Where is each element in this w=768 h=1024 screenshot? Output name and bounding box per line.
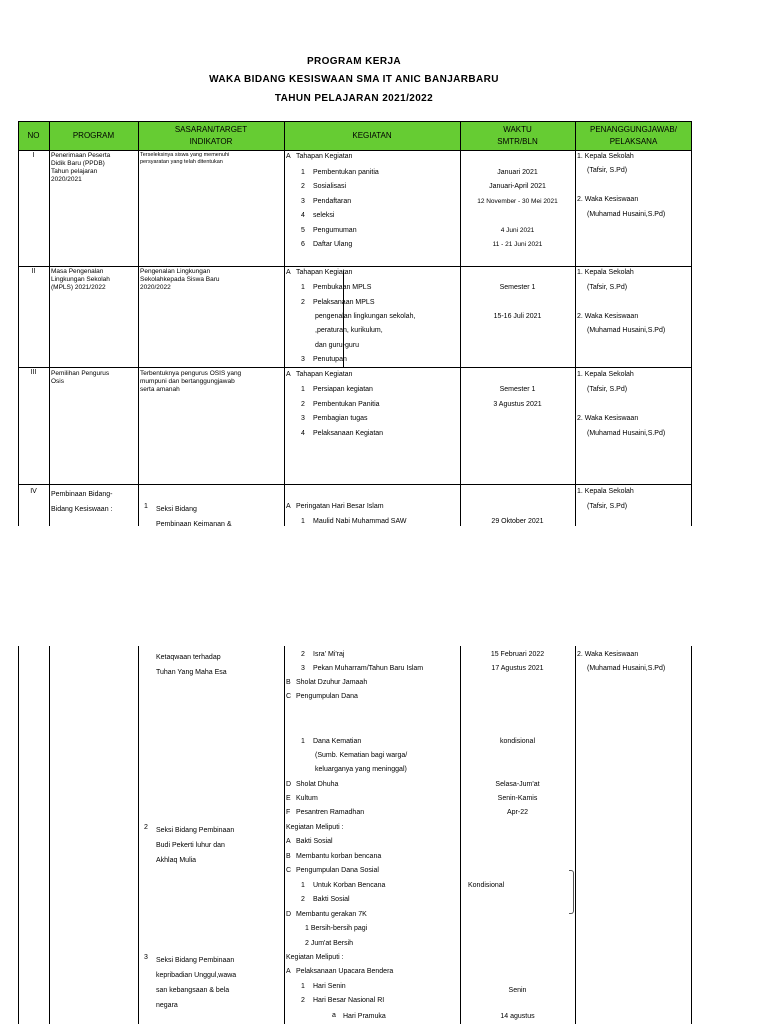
time-cell: Apr-22: [506, 809, 528, 816]
row-number: III: [30, 369, 37, 376]
target-cell: Terbentuknya pengurus OSIS yang mumpuni dan bertanggungjawab serta amanah: [140, 370, 242, 393]
responsible-person: 1. Kepala Sekolah: [577, 269, 634, 276]
activity-heading-letter: A: [286, 838, 291, 845]
responsible-person: 2. Waka Kesiswaan: [577, 313, 639, 320]
responsible-name: (Tafsir, S.Pd): [587, 386, 628, 393]
activity-item: seleksi: [313, 212, 335, 219]
item-number: 1: [301, 738, 305, 745]
item-number: 2: [301, 997, 305, 1004]
activity-heading: Tahapan Kegiatan: [296, 269, 353, 276]
activity-heading: Membantu korban bencana: [296, 853, 382, 860]
activity-item: Pengumuman: [313, 227, 357, 234]
activity-item: Pembentukan panitia: [313, 169, 379, 176]
responsible-person: 1. Kepala Sekolah: [577, 488, 634, 495]
activity-item: Persiapan kegiatan: [313, 386, 373, 393]
activity-heading-letter: C: [286, 867, 292, 874]
responsible-name: (Muhamad Husaini,S.Pd): [587, 327, 666, 334]
responsible-name: (Muhamad Husaini,S.Pd): [587, 430, 666, 437]
activity-heading-letter: B: [286, 853, 291, 860]
responsible-name: (Muhamad Husaini,S.Pd): [587, 665, 666, 672]
activity-item: Pelaksanaan Kegiatan: [313, 430, 384, 437]
time-cell: 15 Februari 2022: [490, 651, 545, 658]
item-number: a: [332, 1012, 336, 1019]
activity-heading: Pengumpulan Dana Sosial: [296, 867, 379, 874]
time-cell: 4 Juni 2021: [500, 227, 535, 234]
time-cell: 14 agustus: [500, 1013, 535, 1020]
time-cell: Semester 1: [499, 386, 536, 393]
header-waktu: WAKTU SMTR/BLN: [497, 124, 538, 146]
activity-heading: Sholat Dhuha: [296, 781, 339, 788]
responsible-person: 1. Kepala Sekolah: [577, 153, 634, 160]
activity-item: Pembentukan Panitia: [313, 401, 380, 408]
item-number: 6: [301, 241, 305, 248]
responsible-person: 1. Kepala Sekolah: [577, 371, 634, 378]
time-cell: Kondisional: [468, 882, 505, 889]
item-number: 5: [301, 227, 305, 234]
activity-heading-letter: B: [286, 679, 291, 686]
work-program-table-continued: [18, 646, 692, 1024]
item-number: 2: [301, 183, 305, 190]
item-number: 1: [301, 386, 305, 393]
activity-item: pengenalan lingkungan sekolah,: [315, 313, 416, 320]
row-number: IV: [30, 488, 37, 495]
activity-heading-letter: D: [286, 911, 292, 918]
activity-item: Pembagian tugas: [313, 415, 368, 422]
item-number: 3: [301, 665, 305, 672]
program-cell: Penerimaan Peserta Didik Baru (PPDB) Tahun pelajaran 2020/2021: [51, 152, 111, 183]
target-cell: Ketaqwaan terhadap Tuhan Yang Maha Esa: [156, 654, 227, 676]
target-cell: Pengenalan Lingkungan Sekolahkepada Siswa Baru 2020/2022: [140, 268, 220, 291]
activity-heading: Peringatan Hari Besar Islam: [296, 503, 384, 510]
activity-item: Untuk Korban Bencana: [313, 882, 386, 889]
activity-heading: Pesantren Ramadhan: [296, 809, 365, 816]
responsible-person: 2. Waka Kesiswaan: [577, 651, 639, 658]
program-cell: Pembinaan Bidang- Bidang Kesiswaan :: [51, 491, 113, 513]
time-cell: 12 November - 30 Mei 2021: [477, 198, 558, 205]
responsible-name: (Tafsir, S.Pd): [587, 167, 628, 174]
time-cell: Senin: [508, 987, 527, 994]
activity-heading: Pengumpulan Dana: [296, 693, 358, 700]
activity-heading-letter: A: [286, 503, 291, 510]
program-cell: Masa Pengenalan Lingkungan Sekolah (MPLS) 2021/2022: [51, 268, 110, 291]
activity-item: Pelaksanaan MPLS: [313, 299, 375, 306]
item-number: 3: [144, 954, 148, 961]
activity-heading-letter: F: [286, 809, 291, 816]
activity-heading: Tahapan Kegiatan: [296, 153, 353, 160]
activity-item: Isra' Mi'raj: [313, 651, 345, 658]
activity-item: Pendaftaran: [313, 198, 352, 205]
item-number: 2: [301, 299, 305, 306]
activity-item: Hari Besar Nasional RI: [313, 997, 385, 1004]
activity-heading-letter: A: [286, 371, 291, 378]
program-cell: Pemilihan Pengurus Osis: [51, 370, 110, 385]
activity-item: 1 Bersih-bersih pagi: [305, 925, 368, 932]
activity-item: ,peraturan, kurikulum,: [315, 327, 383, 334]
time-cell: 3 Agustus 2021: [493, 401, 542, 408]
item-number: 1: [301, 284, 305, 291]
item-number: 1: [144, 503, 148, 510]
document-title: PROGRAM KERJA: [306, 56, 402, 67]
time-cell: 17 Agustus 2021: [491, 665, 544, 672]
time-cell: Semester 1: [499, 284, 536, 291]
activity-heading: Kegiatan Meliputi :: [286, 824, 344, 831]
activity-heading-letter: A: [286, 153, 291, 160]
activity-item: dan guru-guru: [315, 342, 359, 349]
document-subtitle: WAKA BIDANG KESISWAAN SMA IT ANIC BANJARBARU: [209, 74, 499, 85]
bracket-decoration: [569, 870, 574, 914]
item-number: 4: [301, 430, 305, 437]
responsible-name: (Muhamad Husaini,S.Pd): [587, 211, 666, 218]
header-sasaran: SASARAN/TARGET INDIKATOR: [174, 124, 248, 146]
activity-item: Maulid Nabi Muhammad SAW: [313, 518, 407, 525]
header-penanggungjawab: PENANGGUNGJAWAB/ PELAKSANA: [590, 124, 677, 146]
time-cell: Januari 2021: [497, 169, 538, 176]
activity-item: keluarganya yang meninggal): [315, 766, 407, 773]
activity-heading-letter: A: [286, 968, 291, 975]
activity-heading: Kultum: [296, 795, 318, 802]
activity-item: Bakti Sosial: [313, 896, 350, 903]
item-number: 1: [301, 983, 305, 990]
activity-heading-letter: E: [286, 795, 291, 802]
activity-item: Dana Kematian: [313, 738, 362, 745]
item-number: 3: [301, 198, 305, 205]
row-number: I: [32, 152, 35, 159]
activity-heading-letter: D: [286, 781, 292, 788]
time-cell: 15-16 Juli 2021: [493, 313, 542, 320]
activity-heading-letter: A: [286, 269, 291, 276]
item-number: 4: [301, 212, 305, 219]
activity-item: Pembukaan MPLS: [313, 284, 372, 291]
work-program-table: [18, 121, 692, 526]
target-cell: Seksi Bidang Pembinaan Keimanan &: [156, 506, 232, 528]
time-cell: Selasa-Jum'at: [495, 781, 540, 788]
activity-item: Sosialisasi: [313, 183, 347, 190]
time-cell: 29 Oktober 2021: [491, 518, 544, 525]
activity-item: Hari Pramuka: [343, 1013, 386, 1020]
item-number: 3: [301, 415, 305, 422]
row-number: II: [31, 268, 36, 275]
activity-heading: Membantu gerakan 7K: [296, 911, 367, 918]
time-cell: kondisional: [499, 738, 536, 745]
item-number: 2: [301, 401, 305, 408]
item-number: 2: [301, 651, 305, 658]
item-number: 1: [301, 882, 305, 889]
item-number: 1: [301, 518, 305, 525]
responsible-name: (Tafsir, S.Pd): [587, 503, 628, 510]
target-cell: Terseleksinya siswa yang memenuhi persyaratan yang telah ditentukan: [140, 152, 230, 165]
responsible-person: 2. Waka Kesiswaan: [577, 196, 639, 203]
time-cell: Senin-Kamis: [497, 795, 538, 802]
header-kegiatan: KEGIATAN: [352, 130, 392, 140]
activity-item: Daftar Ulang: [313, 241, 353, 248]
activity-item: Hari Senin: [313, 983, 346, 990]
activity-item: 2 Jum'at Bersih: [305, 940, 354, 947]
activity-heading: Pelaksanaan Upacara Bendera: [296, 968, 394, 975]
activity-item: (Sumb. Kematian bagi warga/: [315, 752, 408, 759]
item-number: 1: [301, 169, 305, 176]
item-number: 2: [144, 824, 148, 831]
target-cell: Seksi Bidang Pembinaan Budi Pekerti luhur dan Akhlaq Mulia: [156, 827, 235, 864]
activity-heading-letter: C: [286, 693, 292, 700]
document-year: TAHUN PELAJARAN 2021/2022: [274, 93, 434, 104]
header-no: NO: [27, 130, 40, 140]
activity-item: Pekan Muharram/Tahun Baru Islam: [313, 665, 424, 672]
activity-heading: Kegiatan Meliputi :: [286, 954, 344, 961]
header-program: PROGRAM: [72, 130, 115, 140]
target-cell: Seksi Bidang Pembinaan kepribadian Unggul,wawa san kebangsaan & bela negara: [156, 957, 237, 1009]
responsible-person: 2. Waka Kesiswaan: [577, 415, 639, 422]
activity-heading: Sholat Dzuhur Jamaah: [296, 679, 368, 686]
activity-item: Penutupan: [313, 356, 347, 363]
responsible-name: (Tafsir, S.Pd): [587, 284, 628, 291]
activity-heading: Bakti Sosial: [296, 838, 333, 845]
time-cell: Januari-April 2021: [489, 183, 546, 190]
item-number: 3: [301, 356, 305, 363]
item-number: 2: [301, 896, 305, 903]
activity-heading: Tahapan Kegiatan: [296, 371, 353, 378]
time-cell: 11 - 21 Juni 2021: [492, 241, 543, 248]
